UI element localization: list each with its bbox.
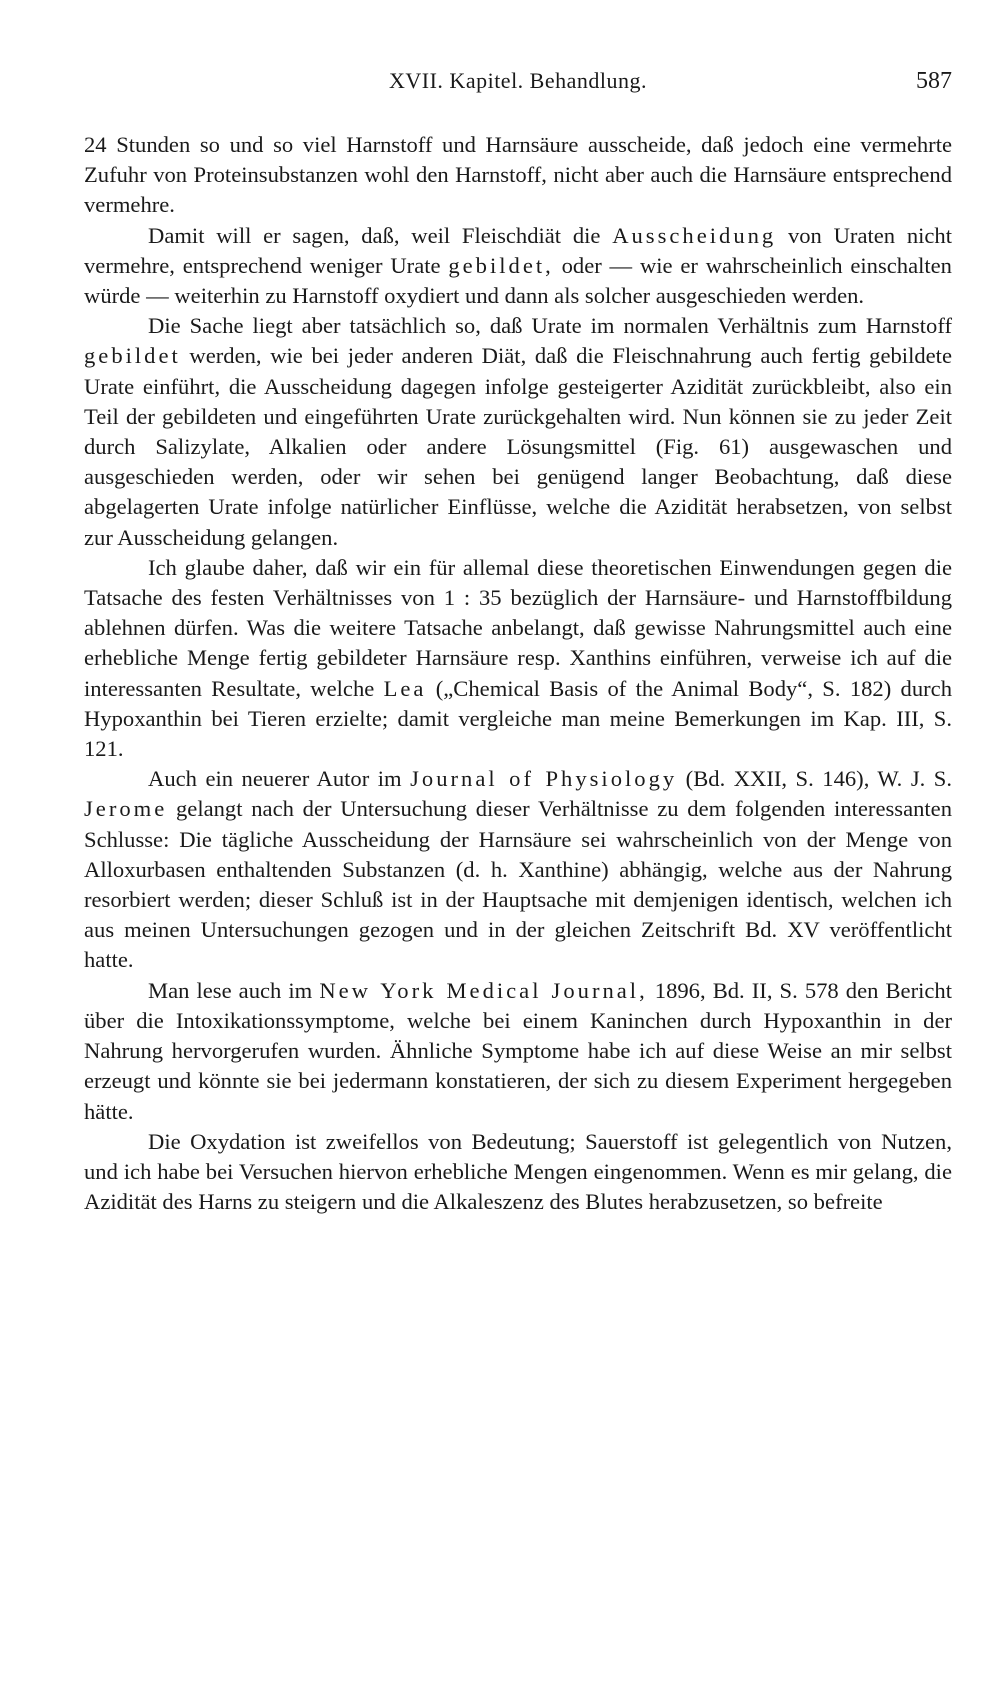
paragraph-7 [84, 1127, 952, 1218]
paragraph-text: Die Oxydation ist zweifellos von Bedeutung; Sauerstoff ist gelegentlich von Nutzen, und ich habe bei Versuchen hiervon erhebliche Mengen eingenommen. Wenn es mir gelang, die Azidität des Harns zu steigern und die Alkaleszenz des Blutes herabzusetzen, so befreite [84, 1128, 952, 1215]
running-header [84, 68, 952, 102]
paragraph-text: Damit will er sagen, daß, weil Fleischdiät die [148, 222, 613, 248]
paragraph-text: Auch ein neuerer Autor im [148, 766, 411, 792]
emphasis-text: New York Medical Journal, [319, 977, 648, 1003]
paragraph-3 [84, 311, 952, 553]
paragraph-text: („Chemical Basis of the Animal Body“, S. 182) durch Hypoxanthin bei Tieren erzielte; damit vergleiche man meine Bemerkungen im Kap. III, S. 121. [84, 675, 952, 762]
emphasis-text: Ausscheidung [612, 222, 777, 248]
page-number: 587 [916, 68, 952, 94]
paragraph-5 [84, 764, 952, 975]
emphasis-text: gebildet [84, 343, 181, 369]
paragraph-text: (Bd. XXII, S. 146), W. J. S. [677, 766, 953, 792]
paragraph-text: gelangt nach der Untersuchung dieser Verhältnisse zu dem folgenden interessanten Schlusse: Die tägliche Ausscheidung der Harnsäure sei wahrscheinlich von der Menge von Alloxurbasen enthaltenden Substanzen (d. h. Xanthine) abhängig, welche aus der Nahrung resorbiert werden; dieser Schluß ist in der Hauptsache mit demjenigen identisch, welchen ich aus meinen Untersuchungen gezogen und in der gleichen Zeitschrift Bd. XV veröffentlicht hatte. [84, 796, 952, 973]
paragraph-6 [84, 976, 952, 1127]
body-text [84, 130, 952, 1217]
paragraph-text: von Uraten nicht vermehre, entsprechend weniger Urate [84, 222, 953, 278]
paragraph-text: Man lese auch im [148, 977, 320, 1003]
paragraph-2 [84, 221, 952, 312]
paragraph-text: Ich glaube daher, daß wir ein für allemal diese theoretischen Einwendungen gegen die Tatsache des festen Verhältnisses von 1 : 35 bezüglich der Harnsäure- und Harnstoffbildung ablehnen dürfen. Was die weitere Tatsache anbelangt, daß gewisse Nahrungsmittel auch eine erhebliche Menge fertig gebildeter Harnsäure resp. Xanthins einführen, verweise ich auf die interessanten Resultate, welche [84, 554, 952, 701]
emphasis-text: Jerome [84, 796, 168, 822]
paragraph-text: werden, wie bei jeder anderen Diät, daß die Fleischnahrung auch fertig gebildete Urate einführt, die Ausscheidung dagegen infolge gesteigerter Azidität zurückbleibt, also ein Teil der gebildeten und eingeführten Urate zurückgehalten wird. Nun können sie zu jeder Zeit durch Salizylate, Alkalien oder andere Lösungsmittel (Fig. 61) ausgewaschen und ausgeschieden werden, oder wir sehen bei genügend langer Beobachtung, daß diese abgelagerten Urate infolge natürlicher Einflüsse, welche die Azidität herabsetzen, von selbst zur Ausscheidung gelangen. [84, 343, 952, 550]
paragraph-text: oder — wie er wahrscheinlich einschalten würde — weiterhin zu Harnstoff oxydiert und dann als solcher ausgeschieden werden. [84, 252, 952, 309]
paragraph-text: 1896, Bd. II, S. 578 den Bericht über die Intoxikationssymptome, welche bei einem Kaninchen durch Hypoxanthin in der Nahrung hervorgerufen wurden. Ähnliche Symptome habe ich auf diese Weise an mir selbst erzeugt und könnte sie bei jedermann konstatieren, der sich zu diesem Experiment hergegeben hätte. [84, 977, 952, 1124]
paragraph-1 [84, 130, 952, 221]
emphasis-text: Lea [383, 675, 427, 701]
chapter-title: XVII. Kapitel. Behandlung. [389, 68, 647, 93]
paragraph-text: Die Sache liegt aber tatsächlich so, daß Urate im normalen Verhältnis zum Harnstoff [148, 313, 952, 339]
emphasis-text: Journal of Physiology [410, 766, 678, 792]
emphasis-text: gebildet, [448, 252, 554, 278]
paragraph-text: 24 Stunden so und so viel Harnstoff und Harnsäure ausscheide, daß jedoch eine vermehrte Zufuhr von Proteinsubstanzen wohl den Harnstoff, nicht aber auch die Harnsäure entsprechend vermehre. [84, 132, 952, 218]
paragraph-4 [84, 553, 952, 764]
